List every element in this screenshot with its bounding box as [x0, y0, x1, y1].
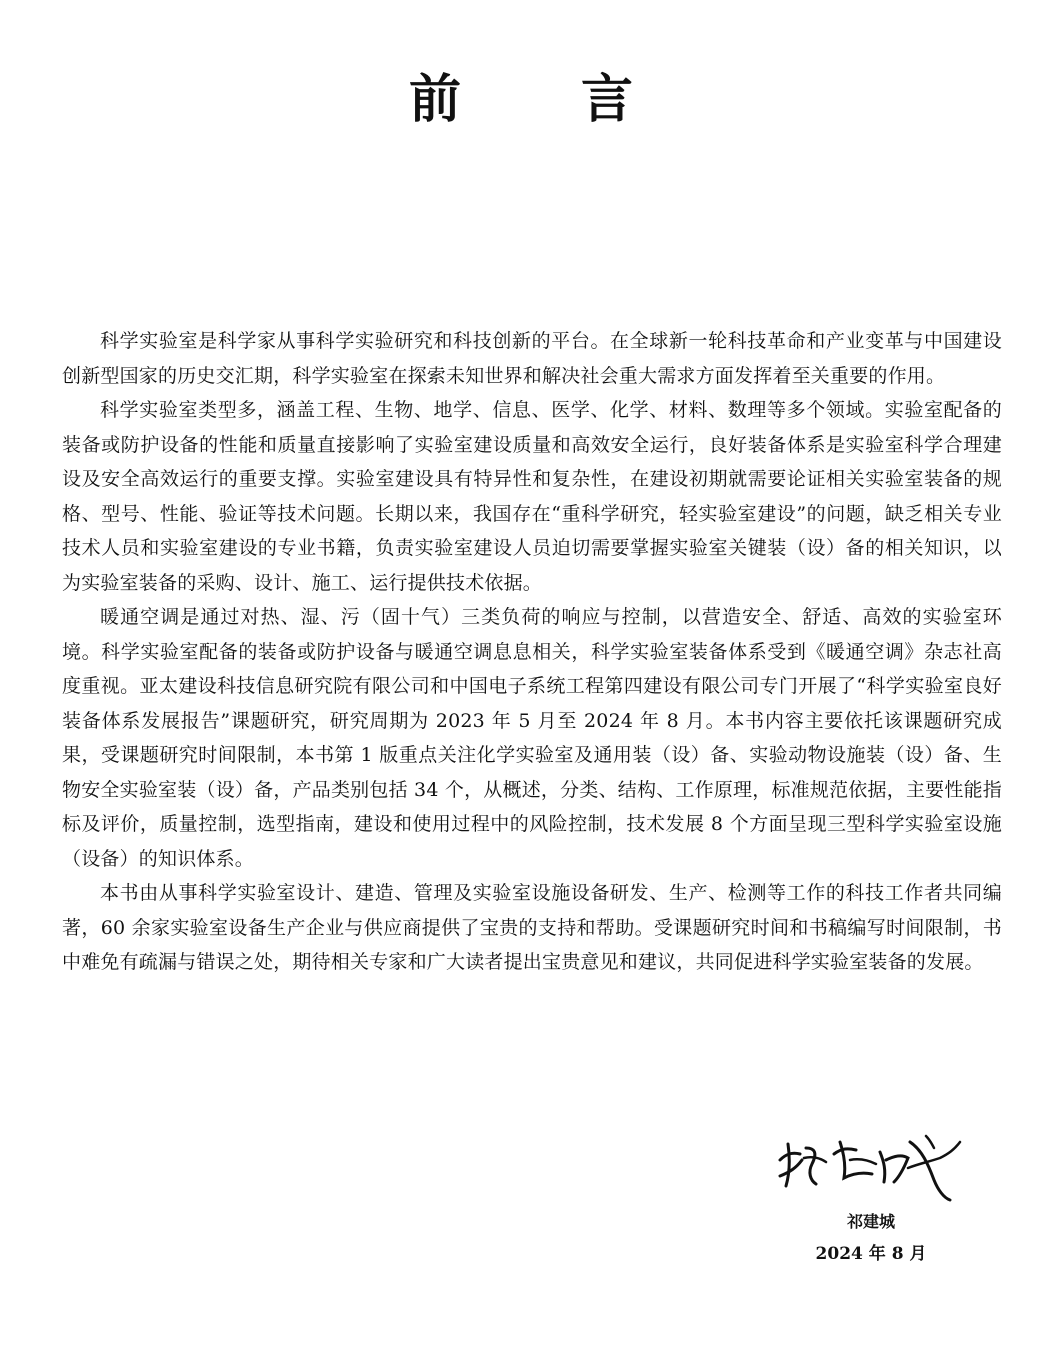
paragraph-3: 暖通空调是通过对热、湿、污（固十气）三类负荷的响应与控制，以营造安全、舒适、高效的实验室环境。科学实验室配备的装备或防护设备与暖通空调息息相关，科学实验室装备体系受到《暖通空调》杂志社高度重视。亚太建设科技信息研究院有限公司和中国电子系统工程第四建设有限公司专门开展了“科学实验室良好装备体系发展报告”课题研究，研究周期为 2023 年 5 月至 2024 年 8 月。本书内容主要依托该课题研究成果，受课题研究时间限制，本书第 1 版重点关注化学实验室及通用装（设）备、实验动物设施装（设）备、生物安全实验室装（设）备，产品类别包括 34 个，从概述，分类、结构、工作原理，标准规范依据，主要性能指标及评价，质量控制，选型指南，建设和使用过程中的风险控制，技术发展 8 个方面呈现三型科学实验室设施（设备）的知识体系。: [62, 606, 1002, 870]
signature-date: 2024 年 8 月: [815, 1244, 927, 1264]
page-title: 前言: [408, 69, 753, 130]
paragraph-1: 科学实验室是科学家从事科学实验研究和科技创新的平台。在全球新一轮科技革命和产业变革与中国建设创新型国家的历史交汇期，科学实验室在探索未知世界和解决社会重大需求方面发挥着至关重要的作用。: [62, 330, 1002, 387]
handwritten-signature: [772, 1124, 968, 1202]
preface-body: [62, 324, 1002, 980]
author-name: 祁建城: [846, 1212, 895, 1231]
paragraph-4: 本书由从事科学实验室设计、建造、管理及实验室设施设备研发、生产、检测等工作的科技工作者共同编著，60 余家实验室设备生产企业与供应商提供了宝贵的支持和帮助。受课题研究时间和书稿编写时间限制，书中难免有疏漏与错误之处，期待相关专家和广大读者提出宝贵意见和建议，共同促进科学实验室装备的发展。: [62, 882, 1002, 973]
paragraph-2: 科学实验室类型多，涵盖工程、生物、地学、信息、医学、化学、材料、数理等多个领域。实验室配备的装备或防护设备的性能和质量直接影响了实验室建设质量和高效安全运行，良好装备体系是实验室科学合理建设及安全高效运行的重要支撑。实验室建设具有特异性和复杂性，在建设初期就需要论证相关实验室装备的规格、型号、性能、验证等技术问题。长期以来，我国存在“重科学研究，轻实验室建设”的问题，缺乏相关专业技术人员和实验室建设的专业书籍，负责实验室建设人员迫切需要掌握实验室关键装（设）备的相关知识，以为实验室装备的采购、设计、施工、运行提供技术依据。: [62, 399, 1002, 594]
